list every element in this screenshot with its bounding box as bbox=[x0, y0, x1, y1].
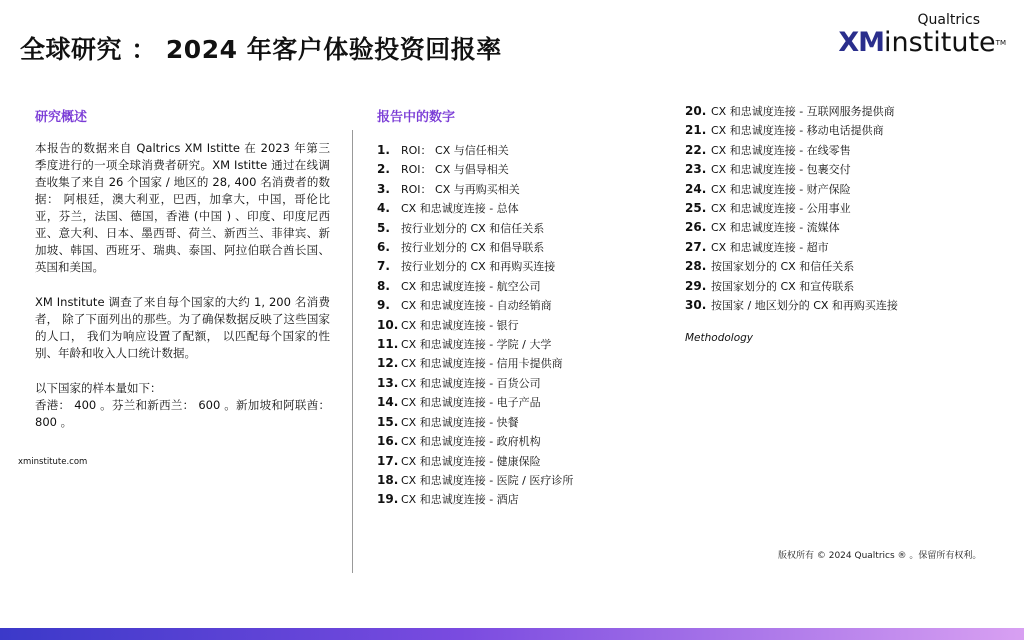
figure-list-item[interactable] bbox=[377, 316, 587, 335]
figure-title: CX 和忠诚度连接 - 医院 / 医疗诊所 bbox=[401, 473, 574, 487]
figure-number: 17. bbox=[377, 453, 399, 468]
figure-list-item[interactable] bbox=[377, 257, 587, 276]
figure-list-item[interactable] bbox=[685, 102, 925, 121]
figure-number: 13. bbox=[377, 375, 399, 390]
figure-number: 6. bbox=[377, 240, 390, 255]
figure-title: CX 和忠诚度连接 - 财产保险 bbox=[711, 182, 851, 196]
figure-number: 12. bbox=[377, 356, 399, 371]
figure-list-item[interactable] bbox=[377, 490, 587, 509]
copyright-text: 版权所有 © 2024 Qualtrics ® 。保留所有权利。 bbox=[778, 551, 982, 561]
figure-title: CX 和忠诚度连接 - 在线零售 bbox=[711, 143, 851, 157]
figure-number: 1. bbox=[377, 143, 390, 157]
figure-title: CX 和忠诚度连接 - 超市 bbox=[711, 240, 829, 254]
logo-brand: Qualtrics bbox=[917, 12, 980, 28]
figure-title: CX 和忠诚度连接 - 公用事业 bbox=[711, 202, 851, 216]
figure-list-item[interactable] bbox=[377, 374, 587, 393]
figure-number: 4. bbox=[377, 201, 390, 216]
figure-list-item[interactable] bbox=[685, 160, 925, 179]
figure-title: CX 和忠诚度连接 - 信用卡提供商 bbox=[401, 357, 563, 371]
figure-list-item[interactable] bbox=[377, 413, 587, 432]
figure-title: ROI： CX 与再购买相关 bbox=[401, 182, 520, 196]
footer-gradient-bar bbox=[0, 628, 1024, 640]
figure-title: 按国家划分的 CX 和宣传联系 bbox=[711, 279, 855, 293]
figure-number: 3. bbox=[377, 181, 390, 196]
figure-number: 15. bbox=[377, 414, 399, 429]
methodology-label[interactable]: Methodology bbox=[685, 332, 754, 344]
figure-list-item[interactable] bbox=[685, 199, 925, 218]
figure-list-item[interactable] bbox=[685, 218, 925, 237]
figure-number: 20. bbox=[685, 104, 707, 118]
figure-title: 按国家划分的 CX 和信任关系 bbox=[711, 260, 855, 274]
overview-heading: 研究概述 bbox=[35, 110, 88, 125]
figure-list-item[interactable] bbox=[377, 354, 587, 373]
figure-number: 11. bbox=[377, 337, 399, 352]
figure-title: CX 和忠诚度连接 - 移动电话提供商 bbox=[711, 124, 884, 138]
figure-number: 18. bbox=[377, 472, 399, 487]
figure-list-item[interactable] bbox=[377, 277, 587, 296]
logo-rest: institute bbox=[884, 27, 996, 58]
overview-paragraph-2: XM Institute 调查了来自每个国家的大约 1, 200 名消费者， 除了下面列出的那些。为了确保数据反映了这些国家的人口， 我们为响应设置了配额， 以匹配每个国家的性别、年龄和收入人口统计数据。 bbox=[35, 295, 330, 360]
figure-list-item[interactable] bbox=[685, 238, 925, 257]
figure-title: CX 和忠诚度连接 - 总体 bbox=[401, 202, 519, 216]
figure-list-item[interactable] bbox=[685, 296, 925, 315]
figure-list-item[interactable] bbox=[377, 199, 587, 218]
figure-number: 30. bbox=[685, 298, 707, 313]
figure-list-item[interactable] bbox=[377, 471, 587, 490]
figure-list-item[interactable] bbox=[377, 296, 587, 315]
figure-title: CX 和忠诚度连接 - 银行 bbox=[401, 318, 519, 332]
figure-title: CX 和忠诚度连接 - 互联网服务提供商 bbox=[711, 105, 895, 118]
figure-title: CX 和忠诚度连接 - 健康保险 bbox=[401, 454, 541, 468]
figure-title: 按行业划分的 CX 和信任关系 bbox=[401, 221, 545, 235]
figure-number: 22. bbox=[685, 142, 707, 157]
sample-size-detail: 香港： 400 。芬兰和新西兰： 600 。新加坡和阿联酋： 800 。 bbox=[35, 398, 330, 429]
logo-mark bbox=[838, 28, 1006, 58]
figure-number: 10. bbox=[377, 317, 399, 332]
figure-list-item[interactable] bbox=[377, 432, 587, 451]
figure-list-item[interactable] bbox=[377, 452, 587, 471]
figure-title: CX 和忠诚度连接 - 酒店 bbox=[401, 493, 519, 507]
figure-list-item[interactable] bbox=[685, 121, 925, 140]
figure-title: CX 和忠诚度连接 - 航空公司 bbox=[401, 279, 541, 293]
figure-list-item[interactable] bbox=[377, 160, 587, 179]
figure-title: 按行业划分的 CX 和倡导联系 bbox=[401, 241, 545, 255]
figure-title: CX 和忠诚度连接 - 包裹交付 bbox=[711, 163, 851, 177]
figures-heading: 报告中的数字 bbox=[377, 110, 456, 125]
sample-size-intro: 以下国家的样本量如下： bbox=[35, 381, 162, 395]
figure-list-item[interactable] bbox=[685, 180, 925, 199]
figure-number: 24. bbox=[685, 181, 707, 196]
figure-title: CX 和忠诚度连接 - 流媒体 bbox=[711, 221, 840, 235]
figure-number: 25. bbox=[685, 201, 707, 216]
figure-number: 5. bbox=[377, 220, 390, 235]
logo-tm: TM bbox=[995, 39, 1006, 47]
figure-title: CX 和忠诚度连接 - 政府机构 bbox=[401, 435, 541, 449]
figure-title: CX 和忠诚度连接 - 学院 / 大学 bbox=[401, 338, 552, 352]
figure-title: 按国家 / 地区划分的 CX 和再购买连接 bbox=[711, 299, 898, 313]
figures-list-left bbox=[377, 141, 587, 510]
figure-number: 8. bbox=[377, 278, 390, 293]
figure-list-item[interactable] bbox=[377, 393, 587, 412]
figure-number: 7. bbox=[377, 259, 390, 274]
figure-list-item[interactable] bbox=[685, 277, 925, 296]
figure-number: 2. bbox=[377, 162, 390, 177]
figure-list-item[interactable] bbox=[377, 238, 587, 257]
qualtrics-xm-institute-logo bbox=[838, 12, 1006, 58]
figure-list-item[interactable] bbox=[685, 257, 925, 276]
figure-title: CX 和忠诚度连接 - 百货公司 bbox=[401, 376, 541, 390]
figure-number: 14. bbox=[377, 395, 399, 410]
figure-title: 按行业划分的 CX 和再购买连接 bbox=[401, 260, 556, 274]
figure-title: CX 和忠诚度连接 - 电子产品 bbox=[401, 396, 541, 410]
figure-title: CX 和忠诚度连接 - 自动经销商 bbox=[401, 299, 552, 313]
figure-number: 21. bbox=[685, 123, 707, 138]
figure-title: ROI： CX 与信任相关 bbox=[401, 144, 509, 157]
overview-paragraph-3 bbox=[35, 380, 330, 431]
figure-number: 23. bbox=[685, 162, 707, 177]
figure-list-item[interactable] bbox=[685, 141, 925, 160]
figure-title: ROI： CX 与倡导相关 bbox=[401, 163, 509, 177]
figure-number: 26. bbox=[685, 220, 707, 235]
figure-list-item[interactable] bbox=[377, 219, 587, 238]
figure-list-item[interactable] bbox=[377, 180, 587, 199]
overview-text bbox=[35, 140, 330, 431]
logo-xm: XM bbox=[838, 27, 884, 58]
figure-number: 9. bbox=[377, 298, 390, 313]
figure-title: CX 和忠诚度连接 - 快餐 bbox=[401, 415, 519, 429]
figure-number: 29. bbox=[685, 278, 707, 293]
overview-paragraph-1: 本报告的数据来自 Qaltrics XM Istitte 在 2023 年第三季度进行的一项全球消费者研究。XM Istitte 通过在线调查收集了来自 26 个国家 / 地区的 28, 400 名消费者的数据： 阿根廷，澳大利亚，巴西，加拿大，中国，哥伦比亚，芬兰，法国、德国，香港 (中国 ) 、印度、印度尼西亚、意大利、日本、墨西哥、荷兰、新西兰、菲律宾、新加坡、韩国、西班牙、瑞典、泰国、阿拉伯联合酋长国、英国和美国。 bbox=[35, 141, 330, 274]
figures-list-right bbox=[685, 102, 925, 315]
figure-number: 28. bbox=[685, 259, 707, 274]
figure-list-item[interactable] bbox=[377, 335, 587, 354]
page-title: 全球研究 ： 2024 年客户体验投资回报率 bbox=[20, 35, 502, 64]
figure-list-item[interactable] bbox=[377, 141, 587, 160]
site-url[interactable]: xminstitute.com bbox=[18, 457, 88, 467]
column-divider bbox=[352, 130, 353, 573]
figure-number: 16. bbox=[377, 434, 399, 449]
figure-number: 19. bbox=[377, 492, 399, 507]
figure-number: 27. bbox=[685, 239, 707, 254]
